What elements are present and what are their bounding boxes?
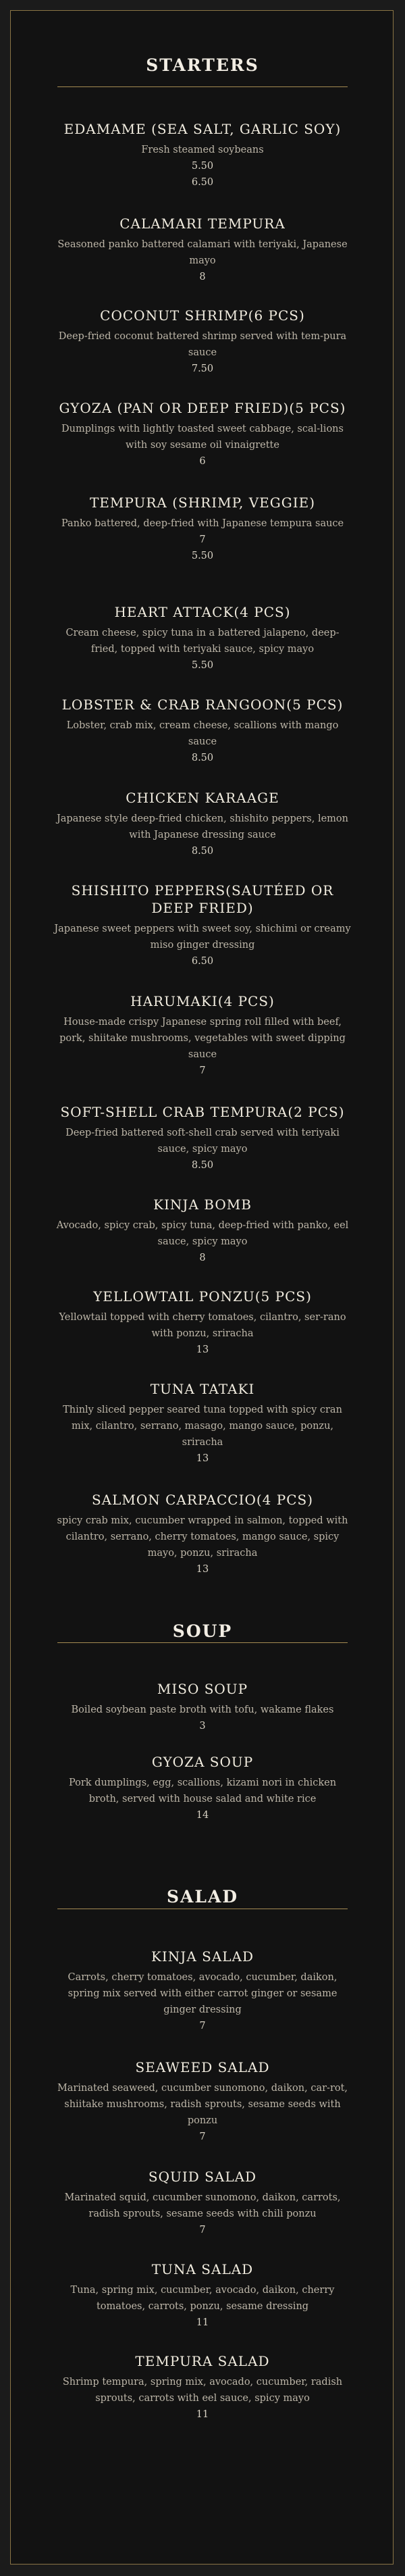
item-name: YELLOWTAIL PONZU(5 PCS)	[93, 1288, 312, 1305]
item-description: Marinated seaweed, cucumber sunomono, daikon, car-rot, shiitake mushrooms, radish sprouts, sesame seeds with ponzu	[57, 2083, 348, 2126]
item-price: 7	[199, 2021, 206, 2031]
menu-item	[54, 1491, 351, 1577]
section-divider	[57, 1642, 348, 1643]
section-title: STARTERS	[146, 55, 259, 75]
item-price: 7	[199, 1065, 206, 1076]
menu-item	[54, 494, 351, 564]
item-description: Tuna, spring mix, cucumber, avocado, daikon, cherry tomatoes, carrots, ponzu, sesame dressing	[70, 2285, 335, 2312]
item-name: TEMPURA (SHRIMP, VEGGIE)	[89, 495, 316, 511]
menu-item	[54, 992, 351, 1079]
menu-item	[54, 1288, 351, 1358]
item-description: Carrots, cherry tomatoes, avocado, cucumber, daikon, spring mix served with either carrot ginger or sesame ginger dressing	[68, 1972, 338, 2015]
item-price: 11	[196, 2317, 209, 2328]
item-description: Panko battered, deep-fried with Japanese tempura sauce	[61, 518, 344, 529]
item-price: 5.50	[191, 660, 214, 671]
item-price: 7	[199, 2225, 206, 2236]
item-name: COCONUT SHRIMP(6 PCS)	[100, 307, 305, 324]
item-name: GYOZA (PAN OR DEEP FRIED)(5 PCS)	[59, 400, 346, 416]
menu-item	[54, 696, 351, 766]
item-description: Japanese style deep-fried chicken, shishito peppers, lemon with Japanese dressing sauce	[56, 813, 349, 840]
item-name: KINJA SALAD	[151, 1948, 254, 1965]
item-price: 14	[196, 1810, 209, 1821]
menu-item	[54, 1103, 351, 1173]
item-description: Japanese sweet peppers with sweet soy, shichimi or creamy miso ginger dressing	[54, 924, 351, 951]
item-description: Seasoned panko battered calamari with teriyaki, Japanese mayo	[57, 239, 348, 266]
item-price: 7.50	[191, 363, 214, 374]
item-price: 11	[196, 2409, 209, 2420]
item-price: 3	[199, 1721, 206, 1732]
item-name: TUNA TATAKI	[150, 1381, 255, 1397]
menu-item	[54, 120, 351, 191]
item-name: SQUID SALAD	[148, 2169, 257, 2185]
item-name: CALAMARI TEMPURA	[119, 216, 286, 232]
item-description: House-made crispy Japanese spring roll filled with beef, pork, shiitake mushrooms, vegetables with sweet dipping sauce	[59, 1017, 346, 1060]
item-price: 8.50	[191, 1160, 214, 1171]
item-name: EDAMAME (SEA SALT, GARLIC SOY)	[63, 121, 342, 137]
item-price: 13	[196, 1344, 209, 1355]
item-price: 8.50	[191, 846, 214, 857]
item-price: 8	[199, 1253, 206, 1263]
menu-item	[54, 1196, 351, 1266]
item-description: Deep-fried coconut battered shrimp served with tem-pura sauce	[58, 331, 347, 358]
menu-item	[54, 2059, 351, 2145]
item-description: Cream cheese, spicy tuna in a battered jalapeno, deep-fried, topped with teriyaki sauce, spicy mayo	[65, 628, 340, 655]
item-name: SOFT-SHELL CRAB TEMPURA(2 PCS)	[60, 1104, 345, 1120]
item-description: Thinly sliced pepper seared tuna topped with spicy cran mix, cilantro, serrano, masago, mango sauce, ponzu, sriracha	[63, 1405, 342, 1448]
item-price: 6	[199, 456, 206, 467]
item-price: 8	[199, 272, 206, 282]
item-description: Lobster, crab mix, cream cheese, scallions with mango sauce	[66, 720, 339, 747]
item-name: CHICKEN KARAAGE	[126, 790, 279, 806]
item-name: HEART ATTACK(4 PCS)	[114, 604, 291, 620]
item-description: Fresh steamed soybeans	[141, 145, 264, 155]
item-price: 5.50	[191, 161, 214, 172]
item-description: spicy crab mix, cucumber wrapped in salmon, topped with cilantro, serrano, cherry tomatoes, mango sauce, spicy mayo, ponzu, sriracha	[57, 1515, 348, 1559]
menu-item	[54, 1753, 351, 1823]
item-name: GYOZA SOUP	[151, 1754, 254, 1770]
menu-item	[54, 215, 351, 285]
item-name: SALMON CARPACCIO(4 PCS)	[91, 1492, 314, 1508]
item-description: Marinated squid, cucumber sunomono, daikon, carrots, radish sprouts, sesame seeds with chili ponzu	[64, 2192, 341, 2219]
item-price: 6.50	[191, 956, 214, 967]
item-description: Avocado, spicy crab, spicy tuna, deep-fried with panko, eel sauce, spicy mayo	[56, 1220, 349, 1247]
menu-item	[54, 399, 351, 470]
item-name: HARUMAKI(4 PCS)	[130, 993, 275, 1009]
menu-item	[54, 1380, 351, 1467]
section-title: SALAD	[166, 1887, 239, 1906]
item-name: MISO SOUP	[157, 1681, 248, 1697]
item-price: 13	[196, 1564, 209, 1575]
item-description: Dumplings with lightly toasted sweet cabbage, scal-lions with soy sesame oil vinaigrette	[61, 424, 344, 451]
section-divider	[57, 86, 348, 87]
menu-item	[54, 789, 351, 859]
item-price: 7	[199, 534, 206, 545]
item-description: Deep-fried battered soft-shell crab served with teriyaki sauce, spicy mayo	[65, 1128, 340, 1155]
item-price: 5.50	[191, 551, 214, 561]
item-description: Shrimp tempura, spring mix, avocado, cucumber, radish sprouts, carrots with eel sauce, spicy mayo	[62, 2377, 343, 2404]
item-name: SEAWEED SALAD	[135, 2059, 270, 2075]
item-price: 7	[199, 2131, 206, 2142]
menu-item	[54, 882, 351, 969]
item-name: TUNA SALAD	[151, 2261, 254, 2277]
item-price: 13	[196, 1453, 209, 1464]
item-name: SHISHITO PEPPERS(SAUTÉED OR DEEP FRIED)	[71, 882, 334, 916]
item-description: Boiled soybean paste broth with tofu, wakame flakes	[71, 1704, 334, 1715]
menu-item	[54, 307, 351, 377]
item-description: Pork dumplings, egg, scallions, kizami nori in chicken broth, served with house salad and white rice	[68, 1777, 337, 1804]
menu-item	[54, 603, 351, 674]
item-price: 8.50	[191, 753, 214, 763]
menu-item	[54, 2352, 351, 2423]
menu-item	[54, 2168, 351, 2238]
item-name: LOBSTER & CRAB RANGOON(5 PCS)	[61, 697, 344, 713]
item-name: TEMPURA SALAD	[135, 2353, 270, 2369]
item-price: 6.50	[191, 177, 214, 188]
item-description: Yellowtail topped with cherry tomatoes, cilantro, ser-rano with ponzu, sriracha	[59, 1312, 346, 1339]
item-name: KINJA BOMB	[153, 1196, 252, 1213]
menu-item	[54, 2261, 351, 2331]
menu-item	[54, 1680, 351, 1734]
menu-item	[54, 1948, 351, 2034]
section-title: SOUP	[172, 1621, 233, 1641]
